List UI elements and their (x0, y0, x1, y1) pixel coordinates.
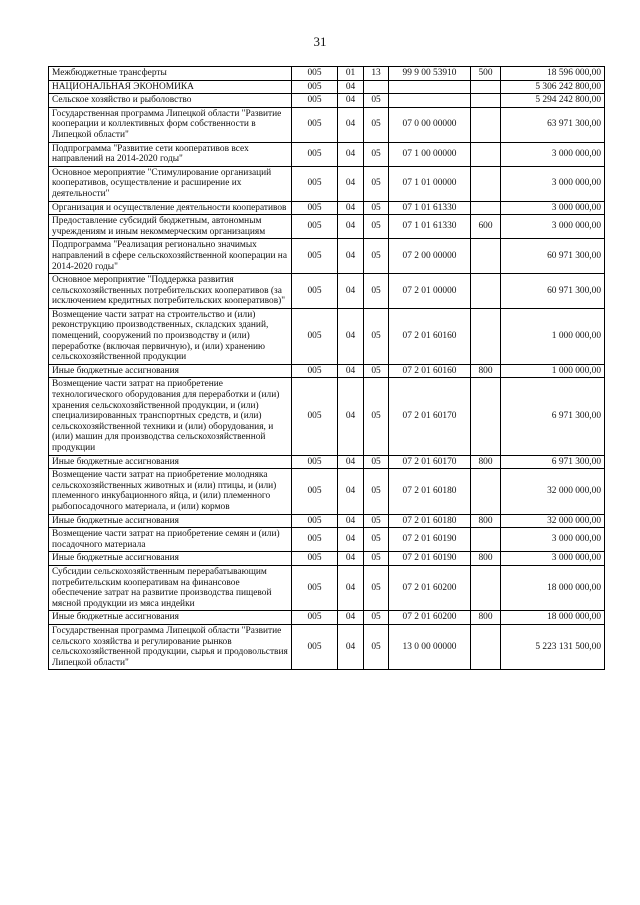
row-section: 04 (338, 565, 364, 610)
row-name: Сельское хозяйство и рыболовство (49, 94, 292, 108)
row-target-article (389, 80, 471, 94)
row-name: Основное мероприятие "Поддержка развития сельскохозяйственных потребительских кооперативов (за исключением кредитных потребительских кооперативов)" (49, 274, 292, 309)
row-section: 04 (338, 142, 364, 166)
row-amount: 3 000 000,00 (501, 166, 605, 201)
row-section: 04 (338, 239, 364, 274)
row-expense-type (471, 201, 501, 215)
row-gr: 005 (292, 215, 338, 239)
row-subsection: 05 (364, 107, 389, 142)
row-name: Основное мероприятие "Стимулирование организаций кооперативов, осуществление и расширение их деятельности" (49, 166, 292, 201)
row-expense-type: 600 (471, 215, 501, 239)
table-row (49, 378, 605, 455)
table-row (49, 455, 605, 469)
row-subsection: 13 (364, 67, 389, 81)
row-gr: 005 (292, 166, 338, 201)
row-amount: 6 971 300,00 (501, 378, 605, 455)
page-number: 31 (313, 34, 327, 49)
row-expense-type: 800 (471, 514, 501, 528)
table-row (49, 274, 605, 309)
row-subsection: 05 (364, 94, 389, 108)
row-subsection: 05 (364, 215, 389, 239)
row-amount: 1 000 000,00 (501, 364, 605, 378)
row-gr: 005 (292, 107, 338, 142)
row-name: Иные бюджетные ассигнования (49, 514, 292, 528)
row-gr: 005 (292, 552, 338, 566)
table-row (49, 142, 605, 166)
budget-table (48, 66, 605, 670)
row-amount: 18 000 000,00 (501, 565, 605, 610)
row-expense-type (471, 308, 501, 364)
row-target-article: 07 2 01 00000 (389, 274, 471, 309)
row-target-article: 07 2 01 60190 (389, 552, 471, 566)
row-name: Организация и осуществление деятельности кооперативов (49, 201, 292, 215)
row-expense-type (471, 274, 501, 309)
row-section: 04 (338, 215, 364, 239)
row-amount: 63 971 300,00 (501, 107, 605, 142)
row-gr: 005 (292, 201, 338, 215)
row-amount: 32 000 000,00 (501, 514, 605, 528)
row-section: 04 (338, 611, 364, 625)
row-section: 01 (338, 67, 364, 81)
row-amount: 5 223 131 500,00 (501, 624, 605, 669)
table-row (49, 67, 605, 81)
row-expense-type (471, 469, 501, 514)
row-subsection: 05 (364, 378, 389, 455)
row-gr: 005 (292, 308, 338, 364)
row-target-article: 07 2 01 60160 (389, 308, 471, 364)
row-subsection: 05 (364, 308, 389, 364)
row-section: 04 (338, 308, 364, 364)
row-amount: 3 000 000,00 (501, 201, 605, 215)
row-gr: 005 (292, 469, 338, 514)
row-amount: 3 000 000,00 (501, 215, 605, 239)
row-name: Возмещение части затрат на приобретение молодняка сельскохозяйственных животных и (или) птицы, и (или) племенного инкубационного яйца, и (или) племенного рыбопосадочного материала, и (или) кормов (49, 469, 292, 514)
row-subsection: 05 (364, 239, 389, 274)
row-expense-type (471, 565, 501, 610)
row-gr: 005 (292, 565, 338, 610)
row-section: 04 (338, 201, 364, 215)
row-name: Государственная программа Липецкой области "Развитие кооперации и коллективных форм собственности в Липецкой области" (49, 107, 292, 142)
row-expense-type: 500 (471, 67, 501, 81)
row-target-article: 07 1 00 00000 (389, 142, 471, 166)
row-target-article: 07 2 01 60200 (389, 565, 471, 610)
row-name: Иные бюджетные ассигнования (49, 455, 292, 469)
row-gr: 005 (292, 514, 338, 528)
row-name: Подпрограмма "Реализация регионально значимых направлений в сфере сельскохозяйственной кооперации на 2014-2020 годы" (49, 239, 292, 274)
row-name: Возмещение части затрат на приобретение технологического оборудования для переработки и (или) хранения сельскохозяйственной продукции, и (или) специализированных транспортных средств, и (или) сельскохозяйственной техники и (или) оборудования, и (или) машин для производства сельскохозяйственной продукции (49, 378, 292, 455)
row-subsection: 05 (364, 565, 389, 610)
table-row (49, 552, 605, 566)
row-gr: 005 (292, 94, 338, 108)
row-expense-type (471, 528, 501, 552)
row-amount: 32 000 000,00 (501, 469, 605, 514)
row-name: Иные бюджетные ассигнования (49, 552, 292, 566)
row-target-article: 07 2 01 60160 (389, 364, 471, 378)
row-section: 04 (338, 94, 364, 108)
row-subsection: 05 (364, 469, 389, 514)
row-subsection: 05 (364, 364, 389, 378)
row-amount: 3 000 000,00 (501, 528, 605, 552)
row-section: 04 (338, 364, 364, 378)
row-expense-type: 800 (471, 611, 501, 625)
row-gr: 005 (292, 274, 338, 309)
row-target-article: 99 9 00 53910 (389, 67, 471, 81)
row-expense-type (471, 142, 501, 166)
row-target-article: 07 1 01 00000 (389, 166, 471, 201)
row-subsection (364, 80, 389, 94)
row-subsection: 05 (364, 274, 389, 309)
row-section: 04 (338, 80, 364, 94)
row-target-article (389, 94, 471, 108)
table-body (49, 67, 605, 670)
row-gr: 005 (292, 239, 338, 274)
row-target-article: 13 0 00 00000 (389, 624, 471, 669)
row-amount: 18 000 000,00 (501, 611, 605, 625)
row-name: Возмещение части затрат на приобретение семян и (или) посадочного материала (49, 528, 292, 552)
table-row (49, 107, 605, 142)
row-target-article: 07 2 01 60170 (389, 455, 471, 469)
table-row (49, 94, 605, 108)
row-target-article: 07 2 01 60180 (389, 469, 471, 514)
row-subsection: 05 (364, 455, 389, 469)
row-target-article: 07 1 01 61330 (389, 201, 471, 215)
row-amount: 6 971 300,00 (501, 455, 605, 469)
row-target-article: 07 2 01 60170 (389, 378, 471, 455)
table-row (49, 308, 605, 364)
table-row (49, 166, 605, 201)
row-subsection: 05 (364, 166, 389, 201)
row-expense-type (471, 239, 501, 274)
table-row (49, 239, 605, 274)
row-amount: 5 306 242 800,00 (501, 80, 605, 94)
row-subsection: 05 (364, 142, 389, 166)
row-target-article: 07 0 00 00000 (389, 107, 471, 142)
row-subsection: 05 (364, 201, 389, 215)
row-name: Субсидии сельскохозяйственным перерабатывающим потребительским кооперативам на финансовое обеспечение затрат на развитие производства пищевой мясной продукции из мяса индейки (49, 565, 292, 610)
table-row (49, 364, 605, 378)
row-amount: 60 971 300,00 (501, 239, 605, 274)
row-target-article: 07 2 00 00000 (389, 239, 471, 274)
row-gr: 005 (292, 364, 338, 378)
row-target-article: 07 2 01 60200 (389, 611, 471, 625)
table-row (49, 80, 605, 94)
row-expense-type (471, 624, 501, 669)
row-name: Подпрограмма "Развитие сети кооперативов всех направлений на 2014-2020 годы" (49, 142, 292, 166)
table-row (49, 624, 605, 669)
row-name: Государственная программа Липецкой области "Развитие сельского хозяйства и регулирование рынков сельскохозяйственной продукции, сырья и продовольствия Липецкой области" (49, 624, 292, 669)
row-section: 04 (338, 552, 364, 566)
row-expense-type (471, 378, 501, 455)
row-section: 04 (338, 455, 364, 469)
row-section: 04 (338, 274, 364, 309)
row-gr: 005 (292, 378, 338, 455)
row-name: Межбюджетные трансферты (49, 67, 292, 81)
row-expense-type (471, 107, 501, 142)
row-expense-type: 800 (471, 552, 501, 566)
table-row (49, 528, 605, 552)
row-name: Предоставление субсидий бюджетным, автономным учреждениям и иным некоммерческим организациям (49, 215, 292, 239)
row-amount: 1 000 000,00 (501, 308, 605, 364)
row-expense-type: 800 (471, 364, 501, 378)
row-section: 04 (338, 378, 364, 455)
row-gr: 005 (292, 611, 338, 625)
row-subsection: 05 (364, 611, 389, 625)
row-name: Иные бюджетные ассигнования (49, 364, 292, 378)
row-gr: 005 (292, 455, 338, 469)
row-gr: 005 (292, 528, 338, 552)
row-section: 04 (338, 528, 364, 552)
row-target-article: 07 1 01 61330 (389, 215, 471, 239)
row-gr: 005 (292, 67, 338, 81)
table-row (49, 215, 605, 239)
row-name: НАЦИОНАЛЬНАЯ ЭКОНОМИКА (49, 80, 292, 94)
row-section: 04 (338, 469, 364, 514)
row-section: 04 (338, 624, 364, 669)
row-name: Иные бюджетные ассигнования (49, 611, 292, 625)
row-gr: 005 (292, 142, 338, 166)
row-subsection: 05 (364, 624, 389, 669)
row-amount: 18 596 000,00 (501, 67, 605, 81)
row-subsection: 05 (364, 528, 389, 552)
table-row (49, 469, 605, 514)
row-amount: 60 971 300,00 (501, 274, 605, 309)
row-subsection: 05 (364, 552, 389, 566)
table-row (49, 514, 605, 528)
row-target-article: 07 2 01 60180 (389, 514, 471, 528)
row-section: 04 (338, 166, 364, 201)
table-row (49, 611, 605, 625)
row-gr: 005 (292, 624, 338, 669)
row-name: Возмещение части затрат на строительство и (или) реконструкцию производственных, складских зданий, помещений, сооружений по производству и (или) переработке (включая первичную), и (или) хранению сельскохозяйственной продукции (49, 308, 292, 364)
row-subsection: 05 (364, 514, 389, 528)
row-section: 04 (338, 514, 364, 528)
row-section: 04 (338, 107, 364, 142)
row-amount: 3 000 000,00 (501, 142, 605, 166)
row-target-article: 07 2 01 60190 (389, 528, 471, 552)
row-amount: 3 000 000,00 (501, 552, 605, 566)
table-row (49, 201, 605, 215)
table-row (49, 565, 605, 610)
row-expense-type (471, 94, 501, 108)
row-expense-type (471, 80, 501, 94)
row-amount: 5 294 242 800,00 (501, 94, 605, 108)
row-expense-type: 800 (471, 455, 501, 469)
row-expense-type (471, 166, 501, 201)
row-gr: 005 (292, 80, 338, 94)
